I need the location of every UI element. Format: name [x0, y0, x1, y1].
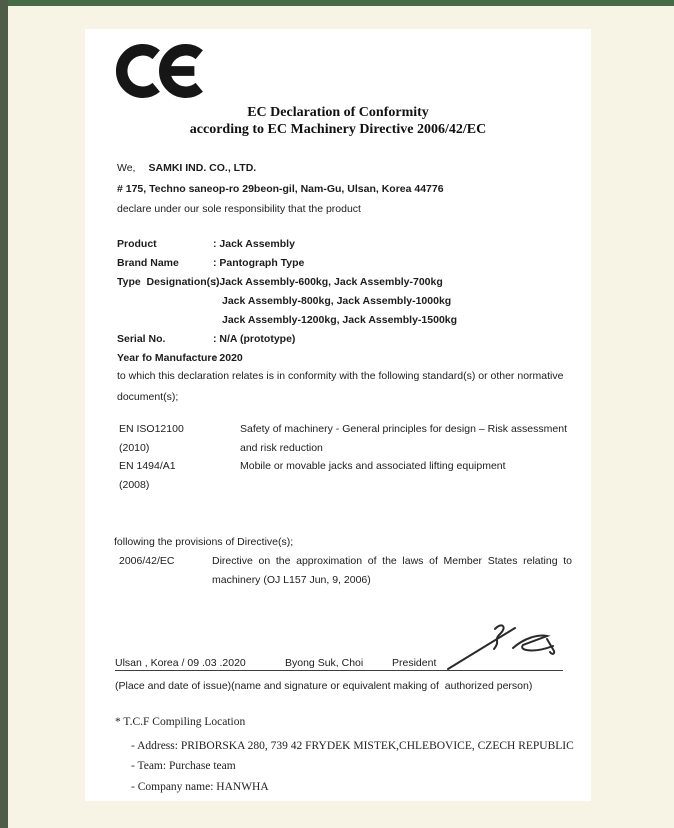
tcf-items	[131, 736, 574, 797]
standard-row: (2008)	[119, 479, 150, 492]
conformity-statement	[117, 366, 563, 408]
standard-row: EN ISO12100 Safety of machinery - General principles for design – Risk assessment	[119, 423, 567, 435]
signatory-role: President	[392, 657, 437, 669]
product-row: Brand Name : Pantograph Type	[117, 257, 305, 269]
tcf-heading: * T.C.F Compiling Location	[115, 716, 246, 728]
directive-desc-line-1: Directive on the approximation of the laws of Member States relating to	[212, 555, 572, 567]
tcf-item-team: - Team: Purchase team	[131, 760, 236, 773]
document-title	[85, 104, 591, 138]
company-address: # 175, Techno saneop-ro 29beon-gil, Nam-Gu, Ulsan, Korea 44776	[117, 182, 444, 195]
product-row: Serial No. : N/A (prototype)	[117, 333, 296, 345]
title-line-2: according to EC Machinery Directive 2006/42/EC	[189, 122, 487, 137]
standards-list	[119, 420, 567, 495]
declarant-line	[117, 158, 444, 179]
company-name: SAMKI IND. CO., LTD.	[148, 162, 257, 174]
product-row: Product : Jack Assembly	[117, 238, 295, 250]
signatory-name: Byong Suk, Choi	[285, 657, 364, 669]
certificate-page	[85, 29, 591, 801]
scan-edge-left	[0, 0, 8, 828]
product-details-block	[117, 235, 457, 368]
directives-intro: following the provisions of Directive(s);	[114, 536, 294, 548]
directive-row	[114, 552, 572, 590]
responsibility-statement: declare under our sole responsibility that the product	[117, 203, 361, 215]
signature-caption: (Place and date of issue)(name and signature or equivalent making of authorized person)	[115, 680, 533, 692]
product-row: Type Designation(s): Jack Assembly-600kg, Jack Assembly-700kg	[117, 276, 443, 288]
signature-scribble-icon	[435, 621, 575, 673]
standard-row: (2010) and risk reduction	[119, 441, 323, 454]
signature-rule-line	[115, 670, 563, 671]
product-row-continuation: Jack Assembly-800kg, Jack Assembly-1000kg	[222, 295, 452, 307]
declarant-block	[117, 158, 444, 220]
directives-block	[114, 533, 572, 590]
we-label: We,	[117, 162, 136, 174]
directive-desc-line-2: machinery (OJ L157 Jun, 9, 2006)	[212, 574, 371, 586]
directive-description	[212, 552, 572, 590]
product-row-continuation: Jack Assembly-1200kg, Jack Assembly-1500kg	[222, 314, 458, 326]
tcf-item-address: - Address: PRIBORSKA 280, 739 42 FRYDEK MISTEK,CHLEBOVICE, CZECH REPUBLIC	[131, 740, 574, 752]
product-row: Year fo Manufacture: 2020	[117, 352, 243, 364]
standard-row: EN 1494/A1 Mobile or movable jacks and associated lifting equipment	[119, 460, 506, 473]
ce-mark-icon	[115, 43, 203, 99]
conformity-line-1: to which this declaration relates is in conformity with the following standard(s) or other normative	[117, 370, 564, 382]
conformity-line-2: document(s);	[117, 391, 179, 403]
title-line-1: EC Declaration of Conformity	[247, 105, 429, 120]
signature-place-date: Ulsan , Korea / 09 .03 .2020	[115, 657, 246, 669]
scan-edge-top	[0, 0, 674, 6]
tcf-item-company: - Company name: HANWHA	[131, 780, 269, 793]
directive-code: 2006/42/EC	[119, 555, 175, 567]
